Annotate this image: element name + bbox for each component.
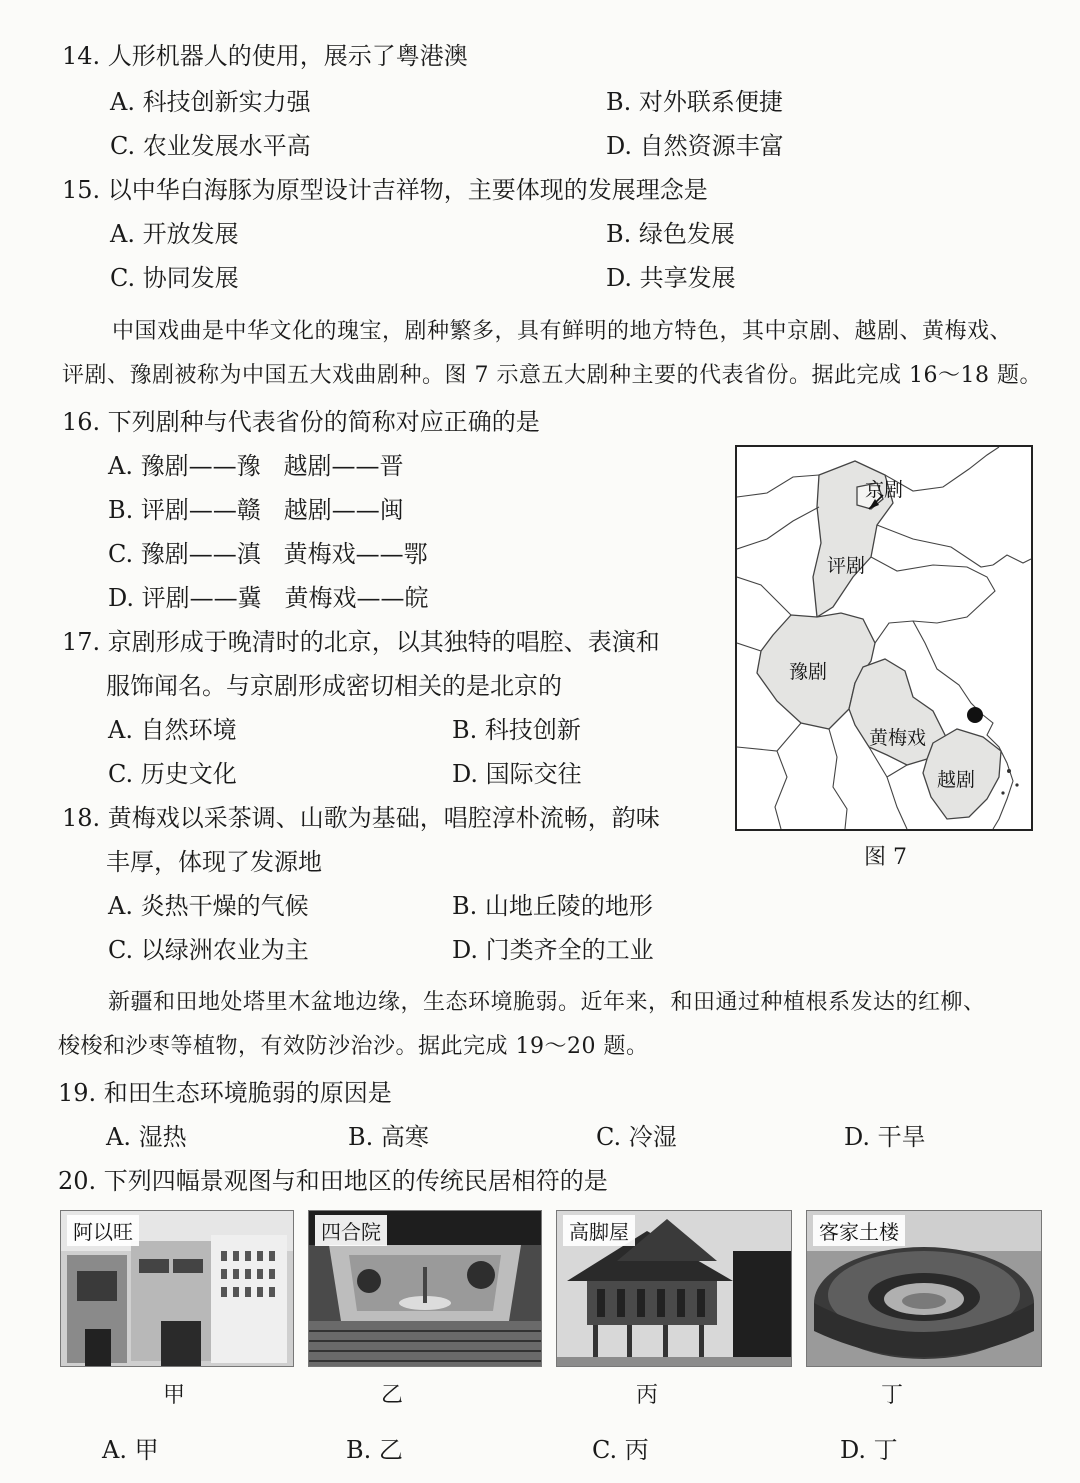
q18-stem-line1: 18. 黄梅戏以采茶调、山歌为基础，唱腔淳朴流畅，韵味 [62,804,660,832]
q18-option-d[interactable]: D. 门类齐全的工业 [452,936,654,964]
photo-ayiwang [60,1210,294,1367]
passage1-line1: 中国戏曲是中华文化的瑰宝，剧种繁多，具有鲜明的地方特色，其中京剧、越剧、黄梅戏、 [112,319,1013,344]
q16-stem: 16. 下列剧种与代表省份的简称对应正确的是 [62,408,540,436]
photo-caption-ding: 丁 [881,1383,904,1408]
q16-option-d[interactable]: D. 评剧——冀 黄梅戏——皖 [108,584,429,612]
q16-option-b[interactable]: B. 评剧——赣 越剧——闽 [108,496,404,524]
photo-tag-gaojiaowu: 高脚屋 [563,1215,635,1246]
q20-stem: 20. 下列四幅景观图与和田地区的传统民居相符的是 [58,1167,608,1195]
photo-caption-bing: 丙 [636,1383,659,1408]
q16-option-a[interactable]: A. 豫剧——豫 越剧——晋 [108,452,404,480]
figure7-map [735,445,1033,831]
map-drawing [737,447,1031,829]
map-label-pingju: 评剧 [827,555,866,577]
q15-option-b[interactable]: B. 绿色发展 [606,220,735,248]
q19-option-b[interactable]: B. 高寒 [348,1123,429,1151]
passage2-line2: 梭梭和沙枣等植物，有效防沙治沙。据此完成 19～20 题。 [58,1034,649,1059]
q14-option-a[interactable]: A. 科技创新实力强 [110,88,311,116]
q20-option-b[interactable]: B. 乙 [346,1436,403,1464]
q16-option-c[interactable]: C. 豫剧——滇 黄梅戏——鄂 [108,540,428,568]
photo-caption-yi: 乙 [381,1383,404,1408]
photo-gaojiaowu [556,1210,792,1367]
photo-tag-ayiwang: 阿以旺 [67,1215,139,1246]
q20-option-d[interactable]: D. 丁 [840,1436,898,1464]
photo-siheyuan [308,1210,542,1367]
photo-tulou [806,1210,1042,1367]
q18-option-a[interactable]: A. 炎热干燥的气候 [108,892,309,920]
q17-stem-line2: 服饰闻名。与京剧形成密切相关的是北京的 [106,672,562,700]
q14-option-c[interactable]: C. 农业发展水平高 [110,132,311,160]
q17-stem-line1: 17. 京剧形成于晚清时的北京，以其独特的唱腔、表演和 [62,628,660,656]
q14-stem: 14. 人形机器人的使用，展示了粤港澳 [62,42,468,70]
map-label-yueju: 越剧 [937,769,976,791]
photo-tag-siheyuan: 四合院 [315,1215,387,1246]
photo-tag-tulou: 客家土楼 [813,1215,905,1246]
q15-option-c[interactable]: C. 协同发展 [110,264,239,292]
map-label-huangmeixi: 黄梅戏 [869,727,927,749]
map-label-jingju: 京剧 [865,479,904,501]
q18-stem-line2: 丰厚，体现了发源地 [106,848,322,876]
passage2-line1: 新疆和田地处塔里木盆地边缘，生态环境脆弱。近年来，和田通过种植根系发达的红柳、 [108,990,986,1015]
q15-option-d[interactable]: D. 共享发展 [606,264,736,292]
passage1-line2: 评剧、豫剧被称为中国五大戏曲剧种。图 7 示意五大剧种主要的代表省份。据此完成 16～18 题。 [62,363,1042,388]
q17-option-b[interactable]: B. 科技创新 [452,716,581,744]
figure7-caption: 图 7 [864,845,907,870]
q19-option-d[interactable]: D. 干旱 [844,1123,926,1151]
q14-option-d[interactable]: D. 自然资源丰富 [606,132,784,160]
q17-option-a[interactable]: A. 自然环境 [108,716,237,744]
q17-option-c[interactable]: C. 历史文化 [108,760,237,788]
q17-option-d[interactable]: D. 国际交往 [452,760,582,788]
q19-option-c[interactable]: C. 冷湿 [596,1123,677,1151]
q19-stem: 19. 和田生态环境脆弱的原因是 [58,1079,392,1107]
q19-option-a[interactable]: A. 湿热 [106,1123,187,1151]
map-label-yuju: 豫剧 [789,661,828,683]
q14-option-b[interactable]: B. 对外联系便捷 [606,88,783,116]
q18-option-c[interactable]: C. 以绿洲农业为主 [108,936,309,964]
q15-stem: 15. 以中华白海豚为原型设计吉祥物，主要体现的发展理念是 [62,176,708,204]
photo-caption-jia: 甲 [163,1383,186,1408]
q20-option-a[interactable]: A. 甲 [102,1436,159,1464]
q20-option-c[interactable]: C. 丙 [592,1436,649,1464]
q15-option-a[interactable]: A. 开放发展 [110,220,239,248]
q18-option-b[interactable]: B. 山地丘陵的地形 [452,892,653,920]
